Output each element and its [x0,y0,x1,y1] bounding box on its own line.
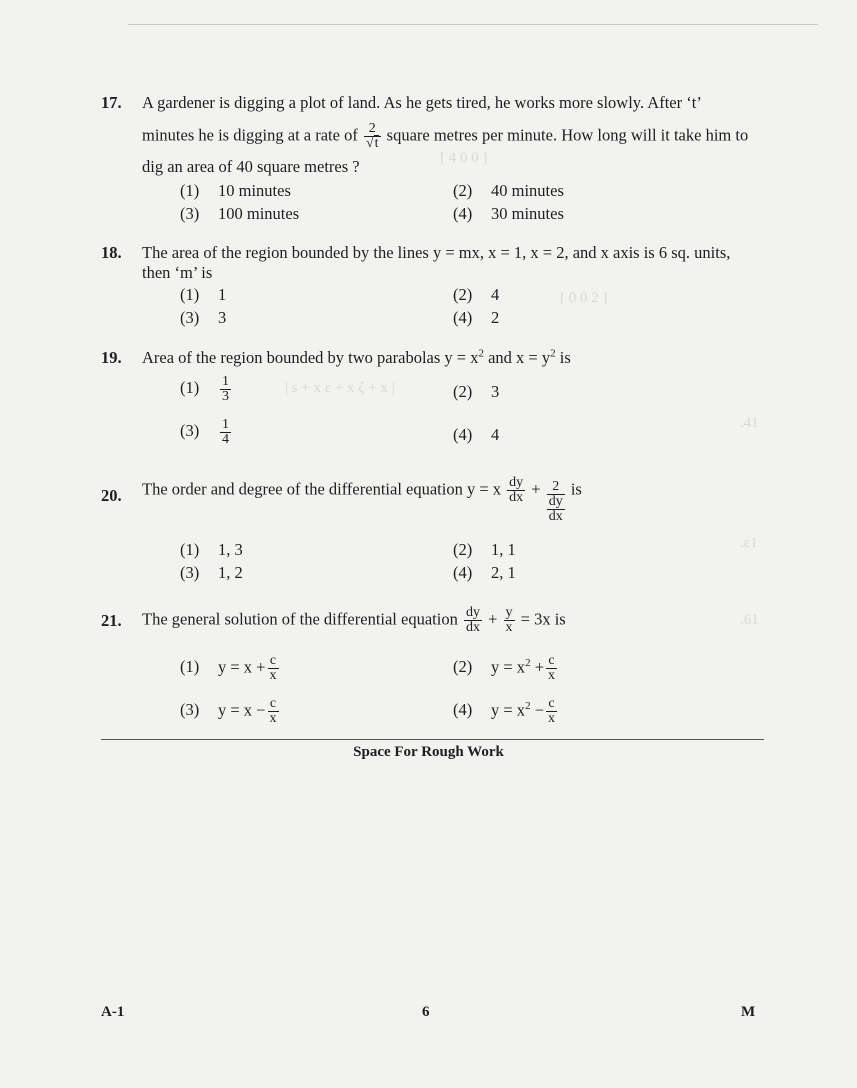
question-number: 17. [101,93,122,112]
question-number: 19. [101,348,122,367]
option[interactable]: (2) 4 [453,285,500,304]
bleed-through: [ 4 0 0 ] [440,150,488,166]
question-text: The order and degree of the differential equation y = x $\frac{dy}{dx}$ + 2 dy dx is [142,475,582,524]
option[interactable]: (3) 1, 2 [180,563,243,582]
fraction: $\frac{dy}{dx}$ [509,475,524,505]
fraction: $\frac{2}{√t}$ [365,121,379,151]
option[interactable]: (4) 30 minutes [453,204,564,223]
option[interactable]: (1) $\frac{1}{3}$ [180,374,229,404]
option[interactable]: (3) y = x − $\frac{c}{x}$ [180,696,277,726]
fraction: 2 dy dx [548,479,563,524]
rough-work-heading: Space For Rough Work [353,744,504,760]
question-text: The area of the region bounded by the lines y = mx, x = 1, x = 2, and x axis is 6 sq. units, [142,243,731,262]
fraction: $\frac{c}{x}$ [269,696,277,726]
question-text: then ‘m’ is [142,263,213,282]
option[interactable]: (3) 100 minutes [180,204,300,223]
fraction: $\frac{1}{4}$ [222,417,229,447]
option[interactable]: (2) 3 [453,382,500,401]
option[interactable]: (4) $y = x^2$ − $\frac{c}{x}$ [453,696,555,726]
fraction: $\frac{c}{x}$ [548,696,555,726]
bleed-through: [ 0 0 2 ] [560,290,608,306]
option[interactable]: (1) 1 [180,285,227,304]
question-text: The general solution of the differential equation $\frac{dy}{dx}$ + $\frac{y}{x}$ = 3x is [142,605,566,635]
top-rule [128,24,818,25]
fraction: $\frac{dy}{dx}$ [465,605,480,635]
bleed-through: .61 [740,612,759,628]
option[interactable]: (1) 10 minutes [180,181,291,200]
option[interactable]: (1) y = x + $\frac{c}{x}$ [180,653,277,683]
question-number: 21. [101,611,122,630]
question-text: dig an area of 40 square metres ? [142,157,360,176]
fraction: $\frac{c}{x}$ [269,653,277,683]
option[interactable]: (2) 40 minutes [453,181,564,200]
fraction: $\frac{c}{x}$ [548,653,555,683]
option[interactable]: (4) 2 [453,308,500,327]
footer-series: M [741,1004,756,1020]
footer-code: A-1 [101,1004,125,1020]
option[interactable]: (4) 2, 1 [453,563,516,582]
option[interactable]: (3) $\frac{1}{4}$ [180,417,229,447]
fraction: $\frac{y}{x}$ [505,605,513,635]
option[interactable]: (2) 1, 1 [453,540,516,559]
bleed-through: | s + x ε + x ζ + x | [285,380,395,396]
question-text: Area of the region bounded by two parabolas $y = x^2$ and $x = y^2$ is [142,347,571,367]
option[interactable]: (4) 4 [453,425,500,444]
fraction: $\frac{1}{3}$ [222,374,229,404]
bleed-through: .ε1 [740,535,758,551]
option[interactable]: (2) $y = x^2$ + $\frac{c}{x}$ [453,653,555,683]
option[interactable]: (3) 3 [180,308,227,327]
question-text: minutes he is digging at a rate of $\frac{2}{√t}$ square metres per minute. How long will it take him to [142,121,749,151]
rough-work-divider [101,739,764,740]
question-number: 18. [101,243,122,262]
question-text: A gardener is digging a plot of land. As he gets tired, he works more slowly. After ‘t’ [142,93,702,112]
option[interactable]: (1) 1, 3 [180,540,243,559]
bleed-through: .41 [740,415,759,431]
page-number: 6 [422,1004,430,1020]
question-number: 20. [101,486,122,505]
